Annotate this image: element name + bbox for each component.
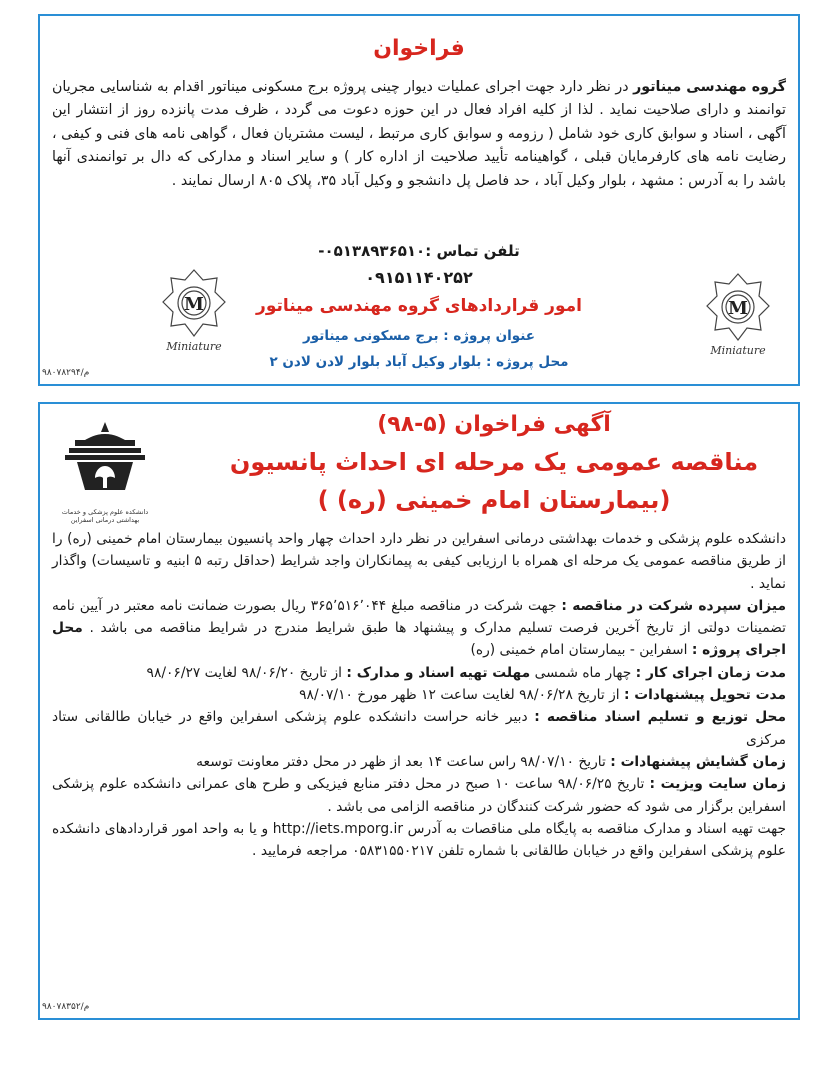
logo-script: Miniature	[166, 340, 222, 353]
docs-text: از تاریخ ۹۸/۰۶/۲۰ لغایت ۹۸/۰۶/۲۷	[146, 664, 347, 681]
miniature-logo-icon	[692, 270, 784, 370]
docs-label: مهلت تهیه اسناد و مدارک :	[346, 664, 531, 681]
duration-label: مدت زمان اجرای کار :	[635, 664, 786, 681]
deposit-text: جهت شرکت در مناقصه مبلغ ۳۶۵٬۵۱۶٬۰۴۴ ریال بصورت ضمانت نامه معتبر در آیین نامه تضمینات دولتی از تاریخ آخرین فرصت تسلیم مدارک و پیشنهاد ها طبق شرایط مندرج در شرایط مناقصه می باشد .	[52, 597, 786, 637]
ad2-title-number: آگهی فراخوان (۵-۹۸)	[377, 412, 611, 437]
ad2-title-hospital: (بیمارستان امام خمینی (ره) )	[317, 486, 671, 514]
ad-tender-call	[38, 402, 800, 1020]
ad2-deposit	[52, 595, 786, 662]
ad1-mobile: ۰۹۱۵۱۱۴۰۲۵۲	[365, 268, 473, 287]
location-text: اسفراین - بیمارستان امام خمینی (ره)	[470, 642, 692, 659]
svg-text:M: M	[184, 294, 204, 315]
ad2-final	[52, 818, 786, 863]
ad1-code: ۹۸۰۷۸۲۹۴/م	[42, 368, 90, 378]
visit-text: تاریخ ۹۸/۰۶/۲۵ ساعت ۱۰ صبح در محل دفتر منابع فیزیکی و طرح های عمرانی دانشکده علوم پزشکی اسفراین برگزار می شود که حضور شرکت کنندگان در مناقصه الزامی می باشد .	[52, 776, 786, 815]
ad-miniature-call	[38, 14, 800, 386]
ad1-phone: تلفن تماس :۰۵۱۳۸۹۳۶۵۱۰-	[318, 242, 520, 260]
opening-label: زمان گشایش پیشنهادات :	[610, 753, 786, 770]
ad1-location: محل پروژه : بلوار وکیل آباد بلوار لادن لادن ۲	[269, 354, 569, 370]
deposit-label: میزان سپرده شرکت در مناقصه :	[561, 597, 786, 614]
ad1-org: امور قراردادهای گروه مهندسی میناتور	[256, 296, 582, 316]
ad2-visit	[52, 773, 786, 818]
ad2-duration	[52, 662, 786, 684]
ad2-opening	[52, 751, 786, 773]
svg-text:M: M	[728, 298, 748, 319]
bids-label: مدت تحویل پیشنهادات :	[623, 687, 786, 704]
place-text: دبیر خانه حراست دانشکده علوم پزشکی اسفراین واقع در خیابان طالقانی ستاد مرکزی	[52, 709, 786, 748]
ad2-intro: دانشکده علوم پزشکی و خدمات بهداشتی درمانی اسفراین در نظر دارد احداث چهار واحد پانسیون بیمارستان امام خمینی (ره) را از طریق مناقصه عمومی یک مرحله ای همراه با ارزیابی کیفی به پیمانکاران واجد شرایط (حداقل رتبه ۵ ابنیه و تاسیسات) واگذار نماید .	[52, 531, 787, 592]
university-emblem-icon	[50, 414, 160, 524]
place-label: محل توزیع و تسلیم اسناد مناقصه :	[534, 709, 786, 726]
bids-text: از تاریخ ۹۸/۰۶/۲۸ لغایت ساعت ۱۲ ظهر مورخ ۹۸/۰۷/۱۰	[299, 687, 624, 704]
final-text-1: جهت تهیه اسناد و مدارک مناقصه به پایگاه ملی مناقصات به آدرس	[403, 820, 786, 837]
ad2-code: ۹۸۰۷۸۳۵۲/م	[42, 1002, 90, 1012]
ad1-body-text: در نظر دارد جهت اجرای عملیات دیوار چینی پروژه برج مسکونی میناتور اقدام به شناسایی مجریان توانمند و دارای صلاحیت نماید . لذا از کلیه افراد فعال در این حوزه دعوت می گردد ، ظرف مدت پانزده روز از انتشار این آگهی ، اسناد و سوابق کاری خود شامل ( رزومه و سوابق کاری مرتبط ، لیست مشتریان فعال ، گواهی نامه های فنی و کیفی ، رضایت نامه های کارفرمایان قبلی ، گواهینامه تأیید صلاحیت از اداره کار ) و سایر اسناد و مدارکی که دال بر توانمندی آنها باشد را به آدرس : مشهد ، بلوار وکیل آباد ، حد فاصل پل دانشجو و وکیل آباد ۳۵، پلاک ۸۰۵ ارسال نمایند .	[52, 79, 786, 189]
duration-text: چهار ماه شمسی	[530, 664, 636, 681]
ad1-body	[52, 76, 786, 193]
visit-label: زمان سایت ویزیت :	[649, 776, 786, 793]
ad2-title-main: مناقصه عمومی یک مرحله ای احداث پانسیون	[229, 448, 759, 476]
final-text-2: و یا به واحد امور قراردادهای دانشکده علوم پزشکی اسفراین واقع در خیابان طالقانی با شماره تلفن ۰۵۸۳۱۵۵۰۲۱۷ مراجعه فرمایید .	[52, 820, 786, 860]
emblem-caption: دانشکده علوم پزشکی و خدمات بهداشتی درمانی اسفراین	[61, 508, 149, 524]
ad2-place	[52, 706, 786, 751]
miniature-logo-icon	[148, 266, 240, 366]
logo-script: Miniature	[710, 344, 766, 357]
ad1-project: عنوان پروژه : برج مسکونی میناتور	[303, 328, 535, 344]
opening-text: تاریخ ۹۸/۰۷/۱۰ راس ساعت ۱۴ بعد از ظهر در محل دفتر معاونت توسعه	[196, 753, 611, 770]
tender-url-link[interactable]: http://iets.mporg.ir	[272, 820, 404, 837]
ad2-body	[52, 528, 786, 862]
location-label: محل اجرای پروژه :	[52, 620, 786, 659]
ad1-title: فراخوان	[373, 36, 465, 61]
ad1-company: گروه مهندسی میناتور	[633, 79, 786, 95]
ad2-bids	[52, 684, 786, 706]
